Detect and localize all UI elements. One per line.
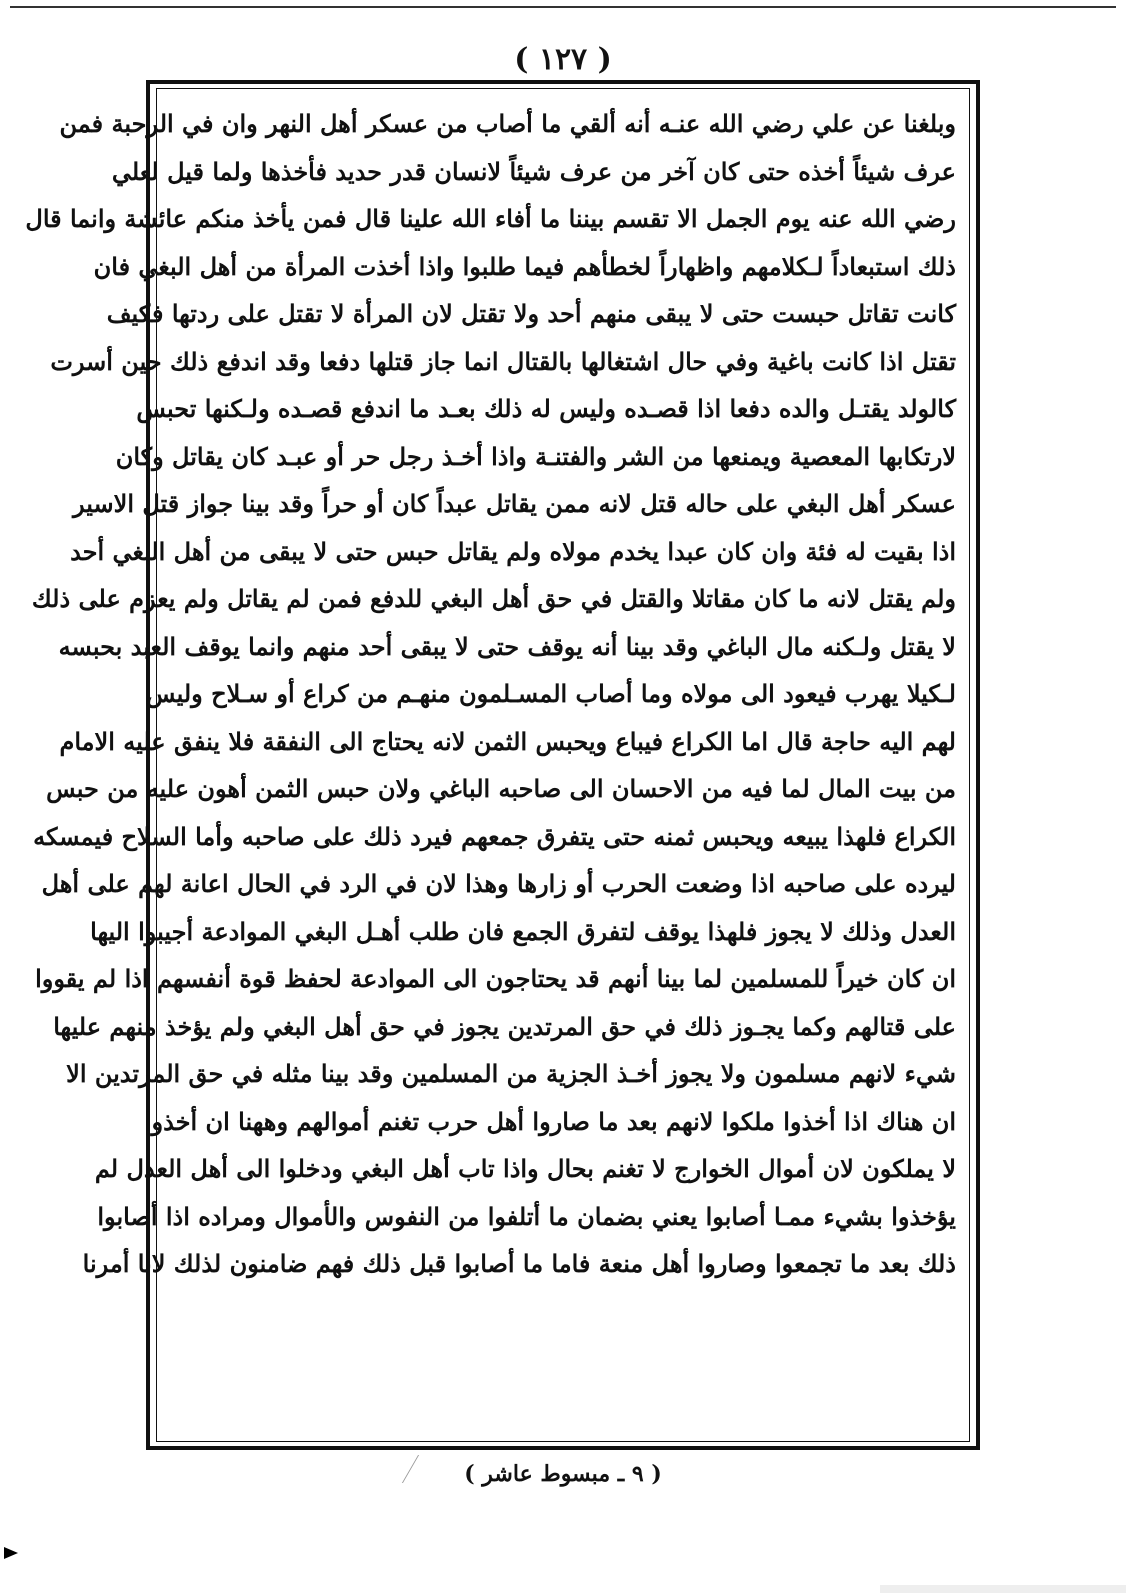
text-line: عسكر أهل البغي على حاله قتل لانه ممن يقاتل عبداً كان أو حراً وقد بينا جواز قتل الاسير [73,489,956,518]
text-line: شيء لانهم مسلمون ولا يجوز أخـذ الجزية من المسلمين وقد بينا مثله في حق المرتدين الا [66,1059,956,1088]
text-line [170,1335,956,1383]
corner-arrow-icon [4,1547,18,1559]
text-line: لهم اليه حاجة قال اما الكراع فيباع ويحبس الثمن لانه يحتاج الى النفقة فلا ينفق عليه الامام [59,726,956,756]
footer-signature: ( ٩ ـ مبسوط عاشر ) [464,1461,662,1487]
text-line: عرف شيئاً أخذه حتى كان آخر من عرف شيئاً لانسان قدر حديد فأخذها ولما قيل لعلي [111,156,956,186]
text-line: رضي الله عنه يوم الجمل الا تقسم بيننا ما أفاء الله علينا قال فمن يأخذ منكم عائشة وانما قال [25,204,956,233]
text-line: كانت تقاتل حبست حتى لا يبقى منهم أحد ولا تقتل لان المرأة لا تقتل على ردتها فكيف [106,299,956,328]
text-line: لارتكابها المعصية ويمنعها من الشر والفتنـة واذا أخـذ رجل حر أو عبـد كان يقاتل وكان [115,441,956,471]
text-line: لا يقتل ولـكنه مال الباغي وقد بينا أنه يوقف حتى لا يبقى أحد منهم وانما يوقف العبد بحبسه [58,631,956,661]
text-line: ان كان خيراً للمسلمين لما بينا أنهم قد يحتاجون الى الموادعة لحفظ قوة أنفسهم اذا لم يقووا [35,964,956,993]
text-line: ولم يقتل لانه ما كان مقاتلا والقتل في حق أهل البغي للدفع فمن لم يقاتل ولم يعزم على ذلك [31,584,956,613]
text-line [170,1288,956,1336]
text-body [25,100,956,1430]
scan-smudge [880,1585,1126,1593]
text-line: ليرده على صاحبه اذا وضعت الحرب أو زارها وهذا لان في الرد في الحال اعانة لهم على أهل [41,869,956,898]
text-line: لا يملكون لان أموال الخوارج لا تغنم بحال واذا تاب أهل البغي ودخلوا الى أهل العدل لم [94,1154,956,1183]
top-rule [10,6,1116,8]
text-line: اذا بقيت له فئة وان كان عبدا يخدم مولاه ولم يقاتل حبس حتى لا يبقى من أهل البغي أحد [70,536,956,566]
text-line: يؤخذوا بشيء ممـا أصابوا يعني بضمان ما أتلفوا من النفوس والأموال ومراده اذا أصابوا [97,1201,956,1231]
text-line: لـكيلا يهرب فيعود الى مولاه وما أصاب المسـلمون منهـم من كراع أو سـلاح وليس [146,679,956,708]
text-line: كالولد يقتـل والده دفعا اذا قصـده وليس له ذلك بعـد ما اندفع قصـده ولـكنها تحبس [136,394,956,423]
text-line: ذلك بعد ما تجمعوا وصاروا أهل منعة فاما ما أصابوا قبل ذلك فهم ضامنون لذلك لانا أمرنا [82,1249,956,1278]
text-line: تقتل اذا كانت باغية وفي حال اشتغالها بالقتال انما جاز قتلها دفعا وقد اندفع ذلك حين أسرت [50,346,956,376]
text-line: العدل وذلك لا يجوز فلهذا يوقف لتفرق الجمع فان طلب أهـل البغي الموادعة أجيبوا اليها [90,916,956,946]
text-line: على قتالهم وكما يجـوز ذلك في حق المرتدين يجوز في حق أهل البغي ولم يؤخذ منهم عليها [53,1011,956,1041]
text-line [170,1383,956,1431]
text-line: وبلغنا عن علي رضي الله عنـه أنه ألقي ما أصاب من عسكر أهل النهر وان في الرحبة فمن [59,109,956,138]
text-line: من بيت المال لما فيه من الاحسان الى صاحبه الباغي ولان حبس الثمن أهون عليه من حبس [46,774,956,803]
text-line: ذلك استبعاداً لـكلامهم واظهاراً لخطأهم فيما طلبوا واذا أخذت المرأة من أهل البغي فان [93,251,956,281]
text-line: ان هناك اذا أخذوا ملكوا لانهم بعد ما صاروا أهل حرب تغنم أموالهم وههنا ان أخذوا [144,1106,956,1136]
text-line: الكراع فلهذا يبيعه ويحبس ثمنه حتى يتفرق جمعهم فيرد ذلك على صاحبه وأما السلاح فيمسكه [33,821,956,851]
page-number: ( ١٢٧ ) [514,42,612,77]
